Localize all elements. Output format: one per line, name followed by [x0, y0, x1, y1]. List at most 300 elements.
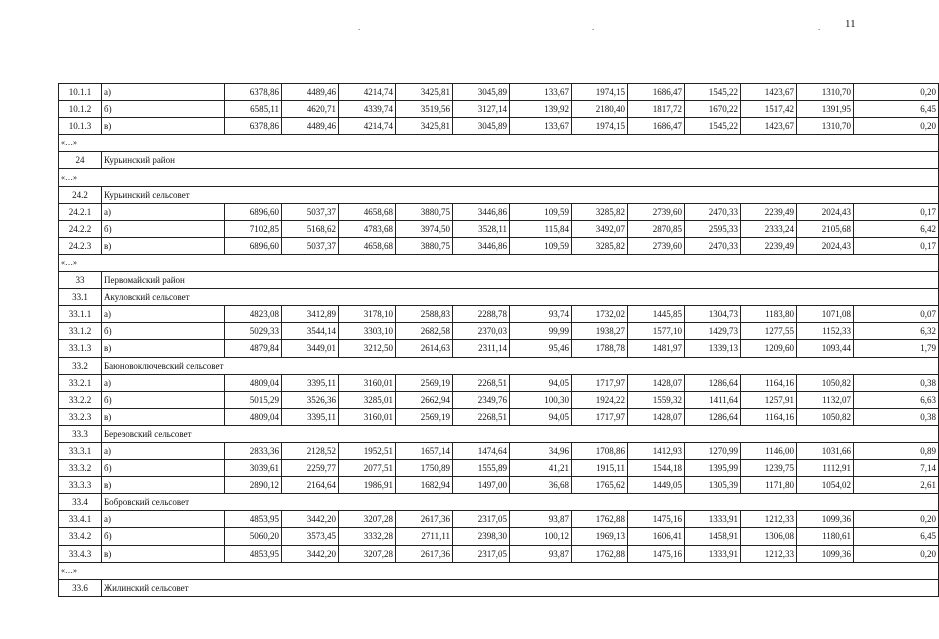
table-row	[59, 374, 939, 391]
value-cell: 4658,68	[339, 203, 396, 220]
value-cell: 1412,93	[628, 442, 685, 459]
tariff-table	[58, 83, 939, 597]
value-cell: 1093,44	[797, 340, 854, 357]
value-cell: 2268,51	[453, 374, 510, 391]
table-row	[59, 220, 939, 237]
row-code: 24.2.2	[59, 220, 102, 237]
value-cell: 7,14	[854, 460, 939, 477]
value-cell: 1099,36	[797, 545, 854, 562]
value-cell: 6585,11	[225, 101, 282, 118]
value-cell: 1099,36	[797, 511, 854, 528]
value-cell: 1717,97	[572, 374, 628, 391]
value-cell: 1475,16	[628, 511, 685, 528]
value-cell: 6896,60	[225, 237, 282, 254]
value-cell: 6,63	[854, 391, 939, 408]
section-title: Первомайский район	[102, 272, 939, 289]
value-cell: 1475,16	[628, 545, 685, 562]
value-cell: 3974,50	[396, 220, 453, 237]
value-cell: 1686,47	[628, 84, 685, 101]
section-heading-row	[59, 425, 939, 442]
value-cell: 2180,40	[572, 101, 628, 118]
value-cell: 0,20	[854, 545, 939, 562]
ellipsis-marker: «…»	[59, 562, 939, 579]
value-cell: 1171,80	[741, 477, 797, 494]
value-cell: 3160,01	[339, 374, 396, 391]
value-cell: 1686,47	[628, 118, 685, 135]
value-cell: 93,87	[510, 545, 572, 562]
value-cell: 3446,86	[453, 237, 510, 254]
value-cell: 1277,55	[741, 323, 797, 340]
header-separator: .	[358, 22, 361, 32]
section-heading-row	[59, 494, 939, 511]
value-cell: 4809,04	[225, 374, 282, 391]
value-cell: 1395,99	[685, 460, 741, 477]
value-cell: 2569,19	[396, 374, 453, 391]
value-cell: 1429,73	[685, 323, 741, 340]
value-cell: 1152,33	[797, 323, 854, 340]
value-cell: 1333,91	[685, 545, 741, 562]
section-code: 24.2	[59, 186, 102, 203]
value-cell: 2470,33	[685, 237, 741, 254]
section-heading-row	[59, 272, 939, 289]
value-cell: 2595,33	[685, 220, 741, 237]
value-cell: 133,67	[510, 118, 572, 135]
value-cell: 1310,70	[797, 118, 854, 135]
section-heading-row	[59, 152, 939, 169]
value-cell: 1449,05	[628, 477, 685, 494]
value-cell: 6896,60	[225, 203, 282, 220]
value-cell: 1411,64	[685, 391, 741, 408]
value-cell: 2398,30	[453, 528, 510, 545]
row-code: 33.3.3	[59, 477, 102, 494]
value-cell: 3045,89	[453, 84, 510, 101]
value-cell: 3303,10	[339, 323, 396, 340]
value-cell: 2617,36	[396, 545, 453, 562]
table-row	[59, 306, 939, 323]
value-cell: 3425,81	[396, 118, 453, 135]
value-cell: 1969,13	[572, 528, 628, 545]
value-cell: 1788,78	[572, 340, 628, 357]
value-cell: 3412,89	[282, 306, 339, 323]
page-number: 11	[845, 18, 856, 30]
value-cell: 4809,04	[225, 408, 282, 425]
value-cell: 5015,29	[225, 391, 282, 408]
value-cell: 94,05	[510, 374, 572, 391]
value-cell: 4853,95	[225, 545, 282, 562]
value-cell: 1304,73	[685, 306, 741, 323]
row-code: 33.4.2	[59, 528, 102, 545]
row-code: 24.2.3	[59, 237, 102, 254]
value-cell: 4339,74	[339, 101, 396, 118]
value-cell: 1,79	[854, 340, 939, 357]
value-cell: 2288,78	[453, 306, 510, 323]
value-cell: 0,17	[854, 203, 939, 220]
value-cell: 5168,62	[282, 220, 339, 237]
row-code: 10.1.1	[59, 84, 102, 101]
value-cell: 7102,85	[225, 220, 282, 237]
value-cell: 3212,50	[339, 340, 396, 357]
value-cell: 109,59	[510, 237, 572, 254]
value-cell: 1708,86	[572, 442, 628, 459]
value-cell: 1428,07	[628, 374, 685, 391]
value-cell: 1517,42	[741, 101, 797, 118]
row-code: 33.4.3	[59, 545, 102, 562]
value-cell: 2739,60	[628, 203, 685, 220]
table-row	[59, 477, 939, 494]
value-cell: 1732,02	[572, 306, 628, 323]
value-cell: 1481,97	[628, 340, 685, 357]
ellipsis-row	[59, 169, 939, 186]
row-option: а)	[102, 306, 225, 323]
section-code: 33.2	[59, 357, 102, 374]
value-cell: 3127,14	[453, 101, 510, 118]
value-cell: 2105,68	[797, 220, 854, 237]
value-cell: 1497,00	[453, 477, 510, 494]
value-cell: 3526,36	[282, 391, 339, 408]
value-cell: 5037,37	[282, 237, 339, 254]
table-row	[59, 84, 939, 101]
value-cell: 3045,89	[453, 118, 510, 135]
row-code: 33.2.2	[59, 391, 102, 408]
row-option: а)	[102, 374, 225, 391]
value-cell: 6378,86	[225, 118, 282, 135]
value-cell: 2128,52	[282, 442, 339, 459]
value-cell: 1717,97	[572, 408, 628, 425]
value-cell: 1762,88	[572, 545, 628, 562]
row-option: в)	[102, 545, 225, 562]
value-cell: 4853,95	[225, 511, 282, 528]
row-code: 33.3.2	[59, 460, 102, 477]
value-cell: 1339,13	[685, 340, 741, 357]
value-cell: 1545,22	[685, 84, 741, 101]
value-cell: 2370,03	[453, 323, 510, 340]
value-cell: 3446,86	[453, 203, 510, 220]
value-cell: 1212,33	[741, 511, 797, 528]
row-option: в)	[102, 237, 225, 254]
header-separator: .	[592, 22, 595, 32]
ellipsis-row	[59, 562, 939, 579]
value-cell: 115,84	[510, 220, 572, 237]
value-cell: 0,38	[854, 374, 939, 391]
value-cell: 1762,88	[572, 511, 628, 528]
row-option: в)	[102, 118, 225, 135]
value-cell: 0,38	[854, 408, 939, 425]
value-cell: 1915,11	[572, 460, 628, 477]
value-cell: 0,20	[854, 511, 939, 528]
value-cell: 2,61	[854, 477, 939, 494]
value-cell: 1209,60	[741, 340, 797, 357]
table-row	[59, 323, 939, 340]
value-cell: 0,20	[854, 118, 939, 135]
value-cell: 1544,18	[628, 460, 685, 477]
value-cell: 1146,00	[741, 442, 797, 459]
value-cell: 1333,91	[685, 511, 741, 528]
table-row	[59, 237, 939, 254]
row-option: в)	[102, 340, 225, 357]
value-cell: 3544,14	[282, 323, 339, 340]
value-cell: 41,21	[510, 460, 572, 477]
section-heading-row	[59, 357, 939, 374]
value-cell: 94,05	[510, 408, 572, 425]
section-code: 33.4	[59, 494, 102, 511]
row-option: б)	[102, 220, 225, 237]
row-code: 33.1.3	[59, 340, 102, 357]
value-cell: 1577,10	[628, 323, 685, 340]
row-code: 33.4.1	[59, 511, 102, 528]
row-option: а)	[102, 203, 225, 220]
value-cell: 1164,16	[741, 408, 797, 425]
row-code: 33.2.3	[59, 408, 102, 425]
row-option: в)	[102, 408, 225, 425]
value-cell: 3207,28	[339, 511, 396, 528]
value-cell: 3425,81	[396, 84, 453, 101]
value-cell: 1474,64	[453, 442, 510, 459]
table-row	[59, 391, 939, 408]
value-cell: 0,17	[854, 237, 939, 254]
value-cell: 1305,39	[685, 477, 741, 494]
value-cell: 3178,10	[339, 306, 396, 323]
value-cell: 6,45	[854, 101, 939, 118]
section-title: Акуловский сельсовет	[102, 289, 939, 306]
value-cell: 4823,08	[225, 306, 282, 323]
ellipsis-marker: «…»	[59, 254, 939, 271]
ellipsis-marker: «…»	[59, 135, 939, 152]
value-cell: 1050,82	[797, 408, 854, 425]
value-cell: 3449,01	[282, 340, 339, 357]
value-cell: 2349,76	[453, 391, 510, 408]
value-cell: 1545,22	[685, 118, 741, 135]
value-cell: 1164,16	[741, 374, 797, 391]
value-cell: 1239,75	[741, 460, 797, 477]
row-option: а)	[102, 511, 225, 528]
value-cell: 2470,33	[685, 203, 741, 220]
section-heading-row	[59, 289, 939, 306]
section-code: 33.1	[59, 289, 102, 306]
value-cell: 6,32	[854, 323, 939, 340]
value-cell: 4489,46	[282, 118, 339, 135]
row-option: а)	[102, 442, 225, 459]
value-cell: 1286,64	[685, 374, 741, 391]
value-cell: 4658,68	[339, 237, 396, 254]
value-cell: 2077,51	[339, 460, 396, 477]
value-cell: 1257,91	[741, 391, 797, 408]
table-row	[59, 545, 939, 562]
value-cell: 133,67	[510, 84, 572, 101]
value-cell: 6,45	[854, 528, 939, 545]
value-cell: 139,92	[510, 101, 572, 118]
table-row	[59, 528, 939, 545]
value-cell: 3207,28	[339, 545, 396, 562]
row-option: б)	[102, 460, 225, 477]
value-cell: 1952,51	[339, 442, 396, 459]
value-cell: 2259,77	[282, 460, 339, 477]
section-title: Курьинский район	[102, 152, 939, 169]
row-code: 10.1.3	[59, 118, 102, 135]
value-cell: 1974,15	[572, 118, 628, 135]
value-cell: 4620,71	[282, 101, 339, 118]
value-cell: 2024,43	[797, 203, 854, 220]
section-code: 33.6	[59, 579, 102, 596]
value-cell: 93,87	[510, 511, 572, 528]
value-cell: 2569,19	[396, 408, 453, 425]
value-cell: 1112,91	[797, 460, 854, 477]
value-cell: 3285,82	[572, 203, 628, 220]
value-cell: 4879,84	[225, 340, 282, 357]
value-cell: 1054,02	[797, 477, 854, 494]
section-title: Курьинский сельсовет	[102, 186, 939, 203]
value-cell: 1670,22	[685, 101, 741, 118]
value-cell: 2239,49	[741, 203, 797, 220]
value-cell: 1817,72	[628, 101, 685, 118]
value-cell: 99,99	[510, 323, 572, 340]
value-cell: 2833,36	[225, 442, 282, 459]
value-cell: 1657,14	[396, 442, 453, 459]
value-cell: 3573,45	[282, 528, 339, 545]
value-cell: 3039,61	[225, 460, 282, 477]
value-cell: 4489,46	[282, 84, 339, 101]
row-code: 33.3.1	[59, 442, 102, 459]
table-row	[59, 408, 939, 425]
value-cell: 1682,94	[396, 477, 453, 494]
value-cell: 5029,33	[225, 323, 282, 340]
value-cell: 1423,67	[741, 118, 797, 135]
row-option: а)	[102, 84, 225, 101]
row-code: 33.1.2	[59, 323, 102, 340]
value-cell: 3528,11	[453, 220, 510, 237]
value-cell: 1391,95	[797, 101, 854, 118]
value-cell: 3442,20	[282, 545, 339, 562]
value-cell: 3880,75	[396, 203, 453, 220]
row-option: б)	[102, 101, 225, 118]
section-title: Березовский сельсовет	[102, 425, 939, 442]
value-cell: 3332,28	[339, 528, 396, 545]
value-cell: 36,68	[510, 477, 572, 494]
value-cell: 1306,08	[741, 528, 797, 545]
row-code: 33.2.1	[59, 374, 102, 391]
value-cell: 1180,61	[797, 528, 854, 545]
value-cell: 0,20	[854, 84, 939, 101]
row-code: 10.1.2	[59, 101, 102, 118]
value-cell: 3492,07	[572, 220, 628, 237]
section-heading-row	[59, 186, 939, 203]
value-cell: 3285,01	[339, 391, 396, 408]
value-cell: 5060,20	[225, 528, 282, 545]
value-cell: 1310,70	[797, 84, 854, 101]
value-cell: 1606,41	[628, 528, 685, 545]
value-cell: 2662,94	[396, 391, 453, 408]
value-cell: 1071,08	[797, 306, 854, 323]
row-option: б)	[102, 323, 225, 340]
value-cell: 2024,43	[797, 237, 854, 254]
value-cell: 2239,49	[741, 237, 797, 254]
value-cell: 2164,64	[282, 477, 339, 494]
table-body	[59, 84, 939, 597]
value-cell: 1428,07	[628, 408, 685, 425]
value-cell: 4214,74	[339, 84, 396, 101]
value-cell: 4214,74	[339, 118, 396, 135]
value-cell: 2317,05	[453, 511, 510, 528]
value-cell: 0,89	[854, 442, 939, 459]
value-cell: 1974,15	[572, 84, 628, 101]
value-cell: 2268,51	[453, 408, 510, 425]
value-cell: 2682,58	[396, 323, 453, 340]
value-cell: 1986,91	[339, 477, 396, 494]
table-row	[59, 101, 939, 118]
table-row	[59, 442, 939, 459]
value-cell: 1765,62	[572, 477, 628, 494]
value-cell: 93,74	[510, 306, 572, 323]
value-cell: 3880,75	[396, 237, 453, 254]
ellipsis-row	[59, 254, 939, 271]
row-code: 33.1.1	[59, 306, 102, 323]
section-title: Баюновоключевский сельсовет	[102, 357, 939, 374]
ellipsis-row	[59, 135, 939, 152]
value-cell: 3160,01	[339, 408, 396, 425]
value-cell: 4783,68	[339, 220, 396, 237]
value-cell: 95,46	[510, 340, 572, 357]
value-cell: 3442,20	[282, 511, 339, 528]
value-cell: 1050,82	[797, 374, 854, 391]
value-cell: 1924,22	[572, 391, 628, 408]
value-cell: 3519,56	[396, 101, 453, 118]
value-cell: 5037,37	[282, 203, 339, 220]
value-cell: 6378,86	[225, 84, 282, 101]
value-cell: 34,96	[510, 442, 572, 459]
row-option: б)	[102, 391, 225, 408]
value-cell: 1445,85	[628, 306, 685, 323]
value-cell: 2588,83	[396, 306, 453, 323]
value-cell: 100,30	[510, 391, 572, 408]
header-separator: .	[818, 22, 821, 32]
value-cell: 1286,64	[685, 408, 741, 425]
section-code: 33	[59, 272, 102, 289]
section-title: Бобровский сельсовет	[102, 494, 939, 511]
table-row	[59, 118, 939, 135]
table-row	[59, 511, 939, 528]
value-cell: 1183,80	[741, 306, 797, 323]
value-cell: 100,12	[510, 528, 572, 545]
section-code: 33.3	[59, 425, 102, 442]
row-option: в)	[102, 477, 225, 494]
table-row	[59, 340, 939, 357]
value-cell: 3395,11	[282, 374, 339, 391]
value-cell: 1212,33	[741, 545, 797, 562]
value-cell: 1938,27	[572, 323, 628, 340]
row-code: 24.2.1	[59, 203, 102, 220]
section-title: Жилинский сельсовет	[102, 579, 939, 596]
value-cell: 1458,91	[685, 528, 741, 545]
row-option: б)	[102, 528, 225, 545]
value-cell: 2614,63	[396, 340, 453, 357]
value-cell: 0,07	[854, 306, 939, 323]
section-code: 24	[59, 152, 102, 169]
table-row	[59, 460, 939, 477]
value-cell: 1270,99	[685, 442, 741, 459]
value-cell: 1423,67	[741, 84, 797, 101]
value-cell: 1555,89	[453, 460, 510, 477]
value-cell: 1559,32	[628, 391, 685, 408]
section-heading-row	[59, 579, 939, 596]
value-cell: 109,59	[510, 203, 572, 220]
value-cell: 2333,24	[741, 220, 797, 237]
value-cell: 2317,05	[453, 545, 510, 562]
value-cell: 2311,14	[453, 340, 510, 357]
value-cell: 1750,89	[396, 460, 453, 477]
ellipsis-marker: «…»	[59, 169, 939, 186]
value-cell: 3285,82	[572, 237, 628, 254]
table-row	[59, 203, 939, 220]
value-cell: 1132,07	[797, 391, 854, 408]
